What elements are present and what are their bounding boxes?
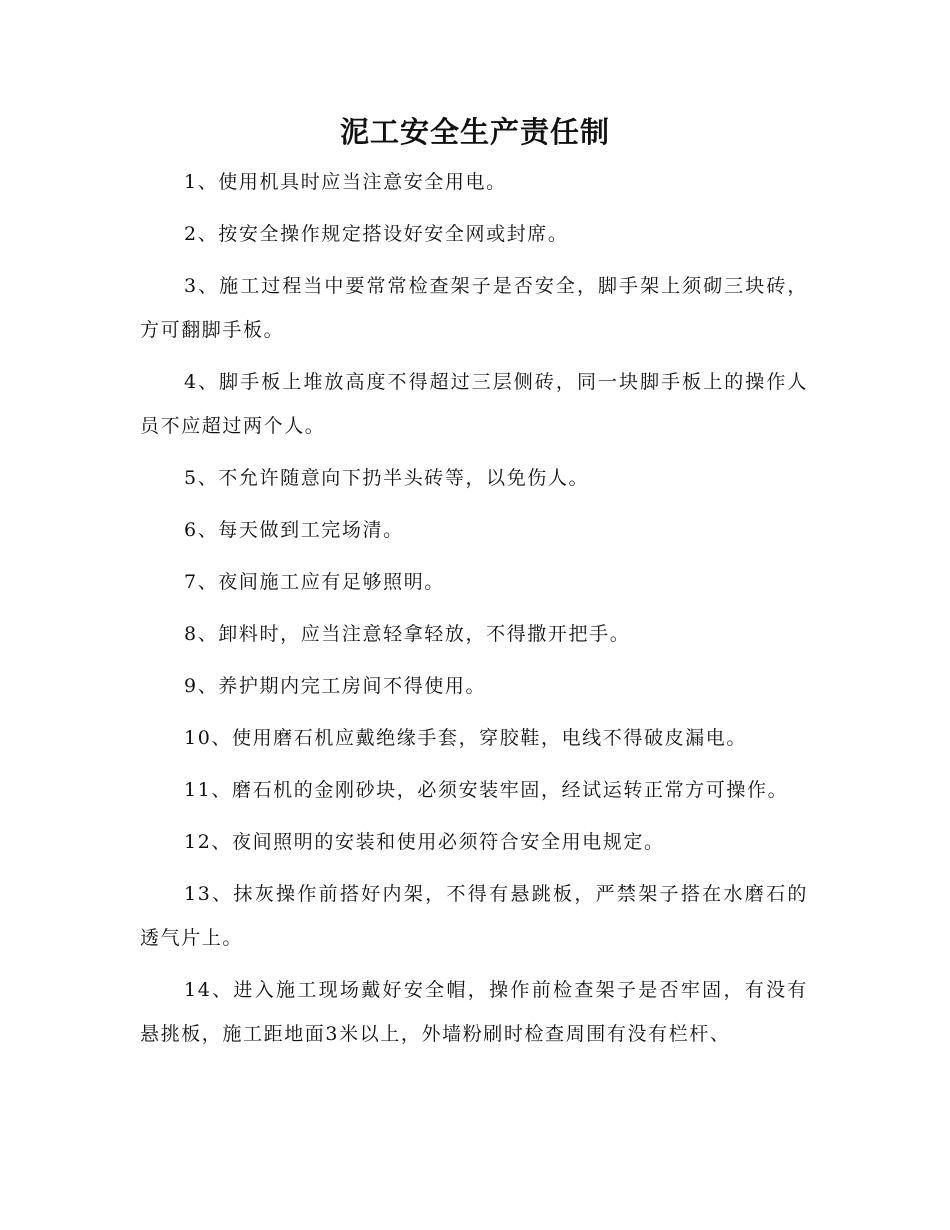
paragraph-10: 10、使用磨石机应戴绝缘手套，穿胶鞋，电线不得破皮漏电。 [184, 727, 747, 749]
paragraph-4: 4、脚手板上堆放高度不得超过三层侧砖，同一块脚手板上的操作人员不应超过两个人。 [140, 371, 808, 437]
paragraph-9: 9、养护期内完工房间不得使用。 [184, 675, 487, 697]
document-body [140, 160, 808, 1064]
paragraph-1: 1、使用机具时应当注意安全用电。 [184, 171, 507, 193]
paragraph-2: 2、按安全操作规定搭设好安全网或封席。 [184, 223, 569, 245]
paragraph-14: 14、进入施工现场戴好安全帽，操作前检查架子是否牢固，有没有悬挑板，施工距地面3米以上，外墙粉刷时检查周围有没有栏杆、 [140, 979, 808, 1045]
paragraph-6: 6、每天做到工完场清。 [184, 519, 404, 541]
paragraph-12: 12、夜间照明的安装和使用必须符合安全用电规定。 [184, 831, 665, 853]
paragraph-13: 13、抹灰操作前搭好内架，不得有悬跳板，严禁架子搭在水磨石的透气片上。 [140, 883, 808, 949]
paragraph-8: 8、卸料时，应当注意轻拿轻放，不得撒开把手。 [184, 623, 631, 645]
paragraph-5: 5、不允许随意向下扔半头砖等，以免伤人。 [184, 467, 590, 489]
paragraph-3: 3、施工过程当中要常常检查架子是否安全，脚手架上须砌三块砖，方可翻脚手板。 [140, 275, 808, 341]
page-title: 泥工安全生产责任制 [339, 115, 610, 149]
paragraph-7: 7、夜间施工应有足够照明。 [184, 571, 445, 593]
paragraph-11: 11、磨石机的金刚砂块，必须安装牢固，经试运转正常方可操作。 [184, 779, 789, 801]
